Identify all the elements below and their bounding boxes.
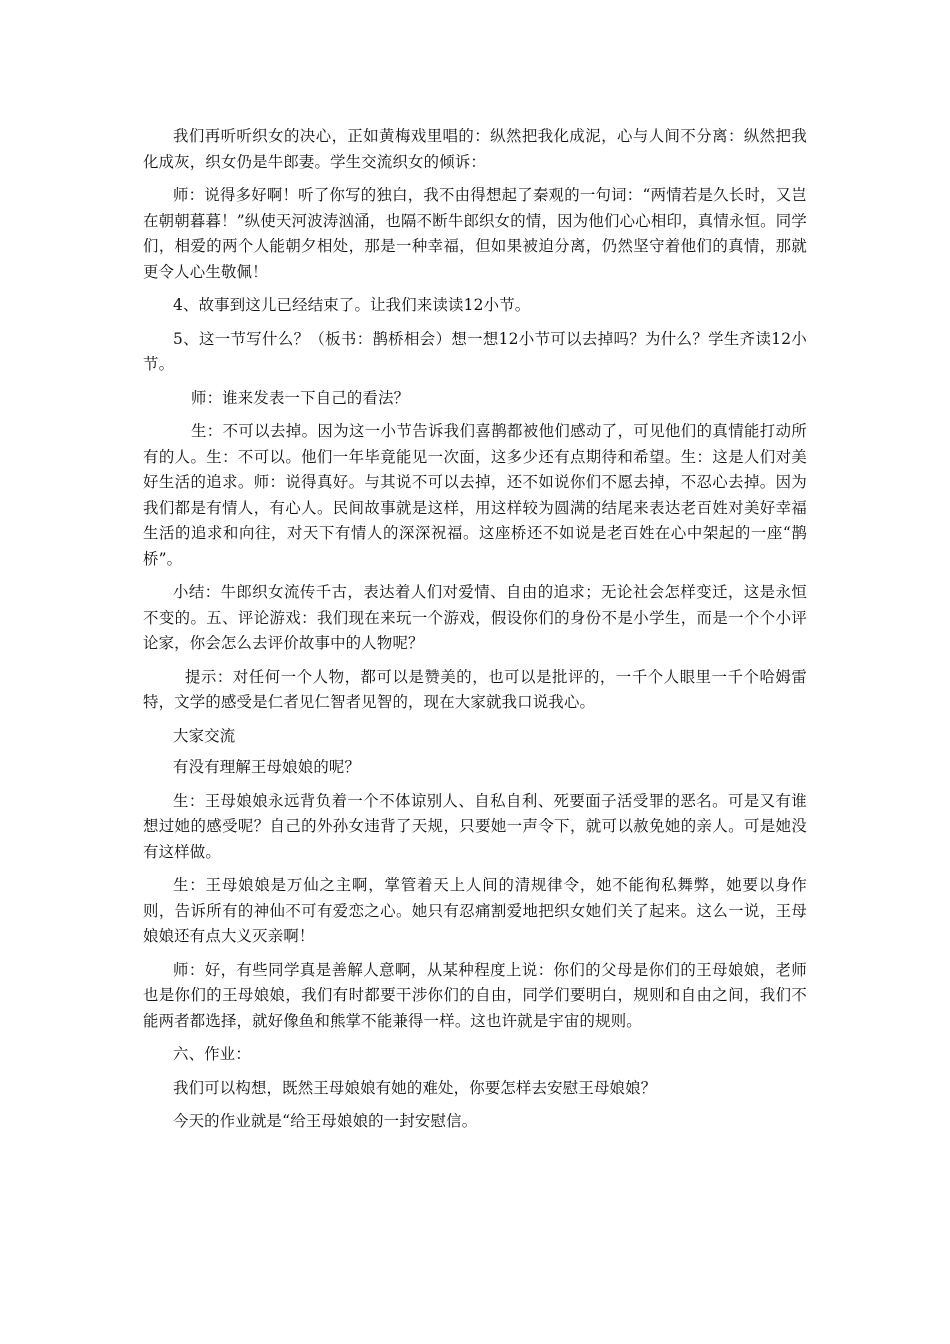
paragraph-question-wangmu: 有没有理解王母娘娘的呢？ <box>173 758 361 776</box>
paragraph-homework-task: 今天的作业就是“给王母娘娘的一封安慰信。 <box>173 1112 478 1130</box>
paragraph-homework-heading: 六、作业： <box>173 1045 251 1063</box>
paragraph-teacher-rules: 师：好，有些同学真是善解人意啊，从某种程度上说：你们的父母是你们的王母娘娘，老师也是你们的王母娘娘，我们有时都要干涉你们的自由，同学们要明白，规则和自由之间，我们不能两者都选择，就好像鱼和熊掌不能兼得一样。这也许就是宇宙的规则。 <box>143 960 807 1030</box>
paragraph-zhinu-resolve: 我们再听听织女的决心，正如黄梅戏里唱的：纵然把我化成泥，心与人间不分离：纵然把我化成灰，织女仍是牛郎妻。学生交流织女的倾诉： <box>143 127 807 171</box>
paragraph-teacher-question: 师：谁来发表一下自己的看法？ <box>191 388 410 407</box>
paragraph-homework-prompt: 我们可以构想，既然王母娘娘有她的难处，你要怎样去安慰王母娘娘？ <box>173 1078 657 1097</box>
paragraph-discussion: 大家交流 <box>173 726 236 745</box>
paragraph-step-4: 4、故事到这儿已经结束了。让我们来读读12小节。 <box>173 296 531 314</box>
paragraph-student-wangmu-2: 生：王母娘娘是万仙之主啊，掌管着天上人间的清规律令，她不能徇私舞弊，她要以身作则，告诉所有的神仙不可有爱恋之心。她只有忍痛割爱地把织女她们关了起来。这么一说，王母娘娘还有点大义灭亲啊！ <box>143 876 807 945</box>
document-body <box>143 124 807 1143</box>
paragraph-hint: 提示：对任何一个人物，都可以是赞美的，也可以是批评的，一千个人眼里一千个哈姆雷特，文学的感受是仁者见仁智者见智的，现在大家就我口说我心。 <box>143 667 807 711</box>
paragraph-student-answers: 生：不可以去掉。因为这一小节告诉我们喜鹊都被他们感动了，可见他们的真情能打动所有的人。生：不可以。他们一年毕竟能见一次面，这多少还有点期待和希望。生：这是人们对美好生活的追求。师：说得真好。与其说不可以去掉，还不如说你们不愿去掉，不忍心去掉。因为我们都是有情人，有心人。民间故事就是这样，用这样较为圆满的结尾来表达老百姓对美好幸福生活的追求和向往，对天下有情人的深深祝福。这座桥还不如说是老百姓在心中架起的一座“鹊桥”。 <box>143 422 807 568</box>
paragraph-teacher-qinguan: 师：说得多好啊！听了你写的独白，我不由得想起了秦观的一句词：“两情若是久长时，又岂在朝朝暮暮！”纵使天河波涛汹涌，也隔不断牛郎织女的情，因为他们心心相印，真情永恒。同学们，相爱的两个人能朝夕相处，那是一种幸福，但如果被迫分离，仍然坚守着他们的真情，那就更令人心生敬佩！ <box>143 186 807 281</box>
paragraph-student-wangmu-1: 生：王母娘娘永远背负着一个不体谅别人、自私自利、死要面子活受罪的恶名。可是又有谁想过她的感受呢？自己的外孙女违背了天规，只要她一声令下，就可以赦免她的亲人。可是她没有这样做。 <box>143 791 807 861</box>
paragraph-step-5: 5、这一节写什么？（板书：鹊桥相会）想一想12小节可以去掉吗？为什么？学生齐读12小节。 <box>143 329 807 373</box>
paragraph-summary-game: 小结：牛郎织女流传千古，表达着人们对爱情、自由的追求；无论社会怎样变迁，这是永恒不变的。五、评论游戏：我们现在来玩一个游戏，假设你们的身份不是小学生，而是一个个小评论家，你会怎么去评价故事中的人物呢？ <box>143 583 807 652</box>
